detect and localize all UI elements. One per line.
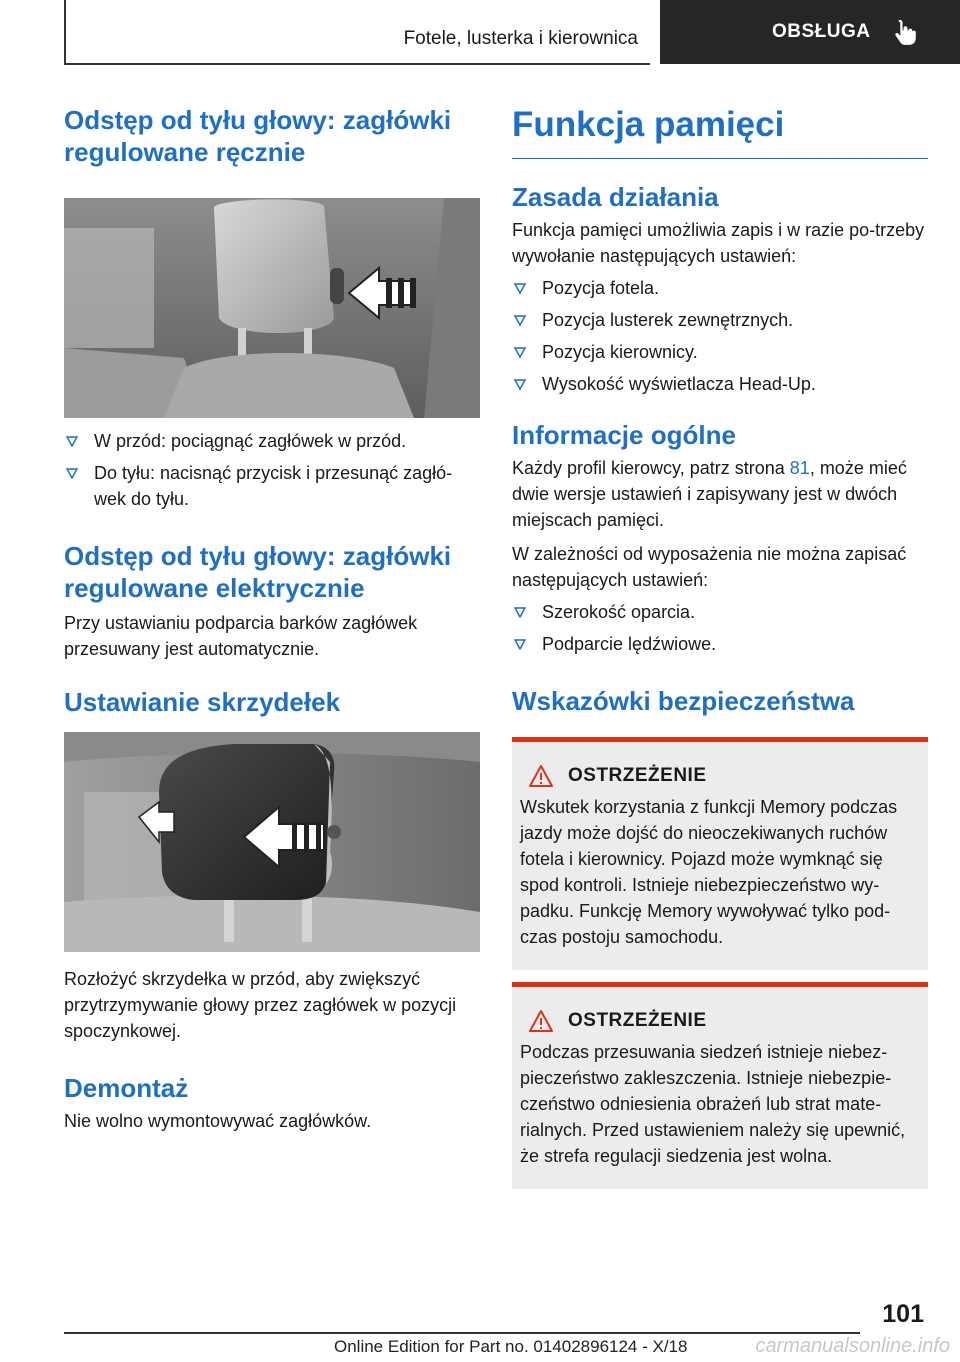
triangle-bullet-icon xyxy=(514,283,526,294)
warning-text: Podczas przesuwania siedzeń istnieje niebez‐pieczeństwo zakleszczenia. Istnieje niebezpie‐czeństwo odniesienia obrażeń lub strat mate‐rialnych. Przed ustawieniem należy się upewnić, że strefa regulacji siedzenia jest wolna. xyxy=(520,1042,906,1166)
chapter-title: Funkcja pamięci xyxy=(512,104,928,159)
principle-list xyxy=(512,275,928,397)
warning-title: OSTRZEŻENIE xyxy=(568,765,707,786)
heading-general: Informacje ogólne xyxy=(512,420,736,450)
footer-watermark: carmanualsonline.info xyxy=(755,1335,950,1357)
manual-headrest-steps xyxy=(64,428,480,512)
list-item-text: Pozycja lusterek zewnętrznych. xyxy=(542,310,794,330)
paragraph-general-2: W zależności od wyposażenia nie można zapisać następujących ustawień: xyxy=(512,544,907,590)
list-item xyxy=(64,460,480,512)
heading-safety: Wskazówki bezpieczeństwa xyxy=(512,686,855,716)
triangle-bullet-icon xyxy=(514,607,526,618)
triangle-bullet-icon xyxy=(66,468,78,479)
list-item-text: Pozycja fotela. xyxy=(542,278,660,298)
triangle-bullet-icon xyxy=(514,347,526,358)
footer-rule xyxy=(64,1332,860,1334)
list-item xyxy=(512,371,928,397)
warning-box xyxy=(512,737,928,970)
heading-principle: Zasada działania xyxy=(512,182,719,212)
warning-box xyxy=(512,982,928,1189)
list-item xyxy=(512,275,928,301)
heading-wings: Ustawianie skrzydełek xyxy=(64,687,341,717)
warning-triangle-icon xyxy=(528,764,554,788)
list-item-text: W przód: pociągnąć zagłówek w przód. xyxy=(94,431,407,451)
list-item-text: Wysokość wyświetlacza Head-Up. xyxy=(542,374,816,394)
header-tab-label: OBSŁUGA xyxy=(772,21,871,42)
triangle-bullet-icon xyxy=(66,436,78,447)
warning-header xyxy=(520,764,920,788)
right-column xyxy=(512,104,928,1189)
general-list xyxy=(512,599,928,657)
paragraph-removal: Nie wolno wymontowywać zagłówków. xyxy=(64,1111,372,1131)
list-item xyxy=(64,428,480,454)
list-item xyxy=(512,339,928,365)
paragraph-general-text-1: Każdy profil kierowcy, patrz strona xyxy=(512,458,790,478)
headrest-adjust-photo xyxy=(64,198,480,418)
paragraph-principle: Funkcja pamięci umożliwia zapis i w razie po‐trzeby wywołanie następujących ustawień: xyxy=(512,220,925,266)
list-item-text: Do tyłu: nacisnąć przycisk i przesunąć zagłó‐wek do tyłu. xyxy=(94,463,453,509)
header-rule-bottom xyxy=(64,63,650,65)
triangle-bullet-icon xyxy=(514,639,526,650)
warning-header xyxy=(520,1009,920,1033)
header-rule-left xyxy=(64,0,66,64)
paragraph-general-text-2: , może mieć dwie wersje ustawień i zapisywany jest w dwóch miejscach pamięci. xyxy=(512,458,907,530)
left-column xyxy=(64,104,480,1134)
header-section-title: Fotele, lusterka i kierownica xyxy=(403,28,638,49)
hand-pointer-icon xyxy=(889,17,919,47)
headrest-wings-photo xyxy=(64,732,480,952)
heading-manual-headrest: Odstęp od tyłu głowy: zagłówki regulowane ręcznie xyxy=(64,105,452,167)
list-item xyxy=(512,599,928,625)
heading-removal: Demontaż xyxy=(64,1073,189,1103)
list-item-text: Szerokość oparcia. xyxy=(542,602,696,622)
triangle-bullet-icon xyxy=(514,315,526,326)
page-number: 101 xyxy=(882,1300,924,1328)
list-item xyxy=(512,631,928,657)
paragraph-wings: Rozłożyć skrzydełka w przód, aby zwiększyć przytrzymywanie głowy przez zagłówek w pozycji spoczynkowej. xyxy=(64,969,457,1041)
triangle-bullet-icon xyxy=(514,379,526,390)
warning-title: OSTRZEŻENIE xyxy=(568,1010,707,1031)
paragraph-general xyxy=(512,455,928,533)
warning-triangle-icon xyxy=(528,1009,554,1033)
list-item-text: Podparcie lędźwiowe. xyxy=(542,634,717,654)
footer-edition: Online Edition for Part no. 01402896124 - X/18 xyxy=(334,1337,688,1356)
paragraph-electric-headrest: Przy ustawianiu podparcia barków zagłówek przesuwany jest automatycznie. xyxy=(64,613,418,659)
warning-text: Wskutek korzystania z funkcji Memory podczas jazdy może dojść do nieoczekiwanych ruchów fotela i kierownicy. Pojazd może wymknąć się spod kontroli. Istnieje niebezpieczeństwo wy‐padku. Funkcję Memory wywoływać tylko pod‐czas postoju samochodu. xyxy=(520,797,898,947)
header-chapter-tab[interactable] xyxy=(660,0,960,64)
list-item-text: Pozycja kierownicy. xyxy=(542,342,698,362)
page-reference-link[interactable]: 81 xyxy=(789,458,810,478)
heading-electric-headrest: Odstęp od tyłu głowy: zagłówki regulowane elektrycznie xyxy=(64,541,452,603)
list-item xyxy=(512,307,928,333)
